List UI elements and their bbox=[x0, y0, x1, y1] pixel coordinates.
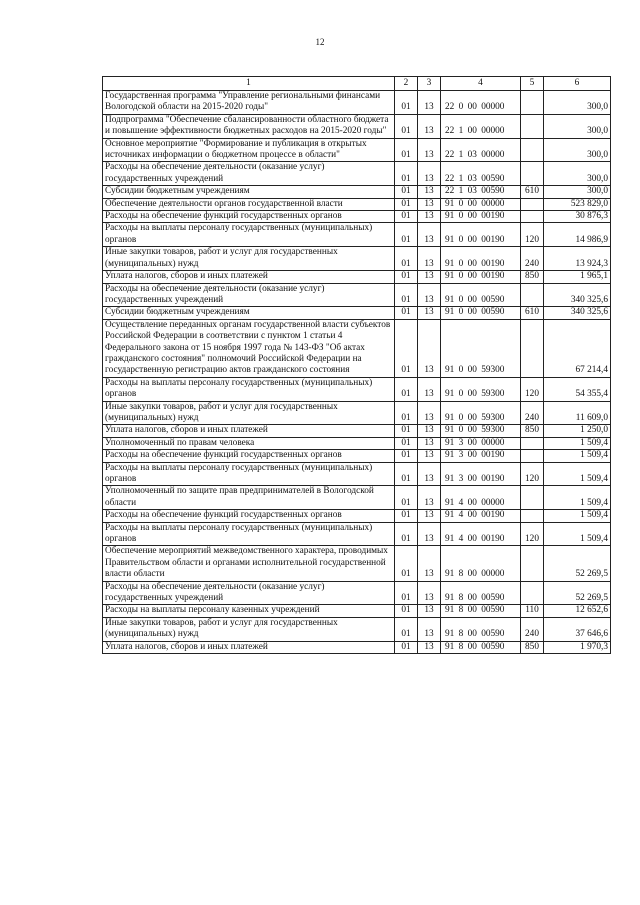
table-row bbox=[103, 546, 611, 581]
row-section: 01 bbox=[395, 641, 418, 653]
row-subsection: 13 bbox=[418, 437, 441, 449]
row-subsection: 13 bbox=[418, 401, 441, 425]
row-amount: 12 652,6 bbox=[544, 605, 611, 617]
row-subsection: 13 bbox=[418, 211, 441, 223]
row-amount: 523 829,0 bbox=[544, 198, 611, 210]
row-expense-type bbox=[521, 437, 544, 449]
row-amount: 1 509,4 bbox=[544, 450, 611, 462]
table-row bbox=[103, 307, 611, 319]
header-col-2: 2 bbox=[395, 77, 418, 91]
row-amount: 1 509,4 bbox=[544, 437, 611, 449]
table-body bbox=[103, 91, 611, 654]
row-target-article: 91 0 00 59300 bbox=[441, 319, 521, 377]
row-expense-type: 120 bbox=[521, 522, 544, 546]
row-expense-type bbox=[521, 138, 544, 162]
row-section: 01 bbox=[395, 401, 418, 425]
row-section: 01 bbox=[395, 162, 418, 186]
row-name: Расходы на выплаты персоналу государственных (муниципальных) органов bbox=[103, 223, 395, 247]
table-header-row bbox=[103, 77, 611, 91]
row-subsection: 13 bbox=[418, 522, 441, 546]
row-expense-type bbox=[521, 319, 544, 377]
row-target-article: 91 0 00 59300 bbox=[441, 425, 521, 437]
table-row bbox=[103, 211, 611, 223]
table-row bbox=[103, 437, 611, 449]
table-row bbox=[103, 186, 611, 198]
row-name: Субсидии бюджетным учреждениям bbox=[103, 307, 395, 319]
row-subsection: 13 bbox=[418, 462, 441, 486]
row-expense-type: 240 bbox=[521, 247, 544, 271]
row-amount: 1 965,1 bbox=[544, 271, 611, 283]
row-section: 01 bbox=[395, 377, 418, 401]
row-name: Уплата налогов, сборов и иных платежей bbox=[103, 641, 395, 653]
row-target-article: 91 0 00 00190 bbox=[441, 211, 521, 223]
row-section: 01 bbox=[395, 211, 418, 223]
row-subsection: 13 bbox=[418, 450, 441, 462]
row-name: Основное мероприятие "Формирование и публикация в открытых источниках информации о бюджетном процессе в области" bbox=[103, 138, 395, 162]
table-row bbox=[103, 377, 611, 401]
row-name: Расходы на обеспечение функций государственных органов bbox=[103, 450, 395, 462]
table-row bbox=[103, 641, 611, 653]
row-target-article: 91 4 00 00190 bbox=[441, 522, 521, 546]
row-subsection: 13 bbox=[418, 641, 441, 653]
row-target-article: 91 8 00 00000 bbox=[441, 546, 521, 581]
row-expense-type bbox=[521, 450, 544, 462]
page-number: 12 bbox=[315, 37, 325, 47]
row-expense-type bbox=[521, 546, 544, 581]
row-target-article: 22 1 00 00000 bbox=[441, 114, 521, 138]
row-name: Расходы на обеспечение деятельности (оказание услуг) государственных учреждений bbox=[103, 581, 395, 605]
row-expense-type: 850 bbox=[521, 271, 544, 283]
row-section: 01 bbox=[395, 247, 418, 271]
header-col-4: 4 bbox=[441, 77, 521, 91]
row-section: 01 bbox=[395, 307, 418, 319]
table-row bbox=[103, 162, 611, 186]
row-amount: 1 509,4 bbox=[544, 486, 611, 510]
row-target-article: 91 8 00 00590 bbox=[441, 581, 521, 605]
row-expense-type bbox=[521, 486, 544, 510]
row-expense-type: 120 bbox=[521, 462, 544, 486]
header-col-1: 1 bbox=[103, 77, 395, 91]
row-name: Уплата налогов, сборов и иных платежей bbox=[103, 425, 395, 437]
row-subsection: 13 bbox=[418, 247, 441, 271]
row-name: Уполномоченный по защите прав предпринимателей в Вологодской области bbox=[103, 486, 395, 510]
row-name: Расходы на обеспечение функций государственных органов bbox=[103, 510, 395, 522]
row-amount: 1 970,3 bbox=[544, 641, 611, 653]
row-amount: 67 214,4 bbox=[544, 319, 611, 377]
row-section: 01 bbox=[395, 581, 418, 605]
row-expense-type: 120 bbox=[521, 377, 544, 401]
row-amount: 14 986,9 bbox=[544, 223, 611, 247]
row-section: 01 bbox=[395, 223, 418, 247]
row-target-article: 91 3 00 00000 bbox=[441, 437, 521, 449]
table-row bbox=[103, 425, 611, 437]
row-target-article: 91 3 00 00190 bbox=[441, 450, 521, 462]
row-target-article: 91 8 00 00590 bbox=[441, 617, 521, 641]
row-section: 01 bbox=[395, 546, 418, 581]
row-target-article: 91 0 00 59300 bbox=[441, 401, 521, 425]
table-row bbox=[103, 450, 611, 462]
row-name: Подпрограмма "Обеспечение сбалансированности областного бюджета и повышение эффективности бюджетных расходов на 2015-2020 годы" bbox=[103, 114, 395, 138]
row-section: 01 bbox=[395, 462, 418, 486]
row-name: Уплата налогов, сборов и иных платежей bbox=[103, 271, 395, 283]
row-subsection: 13 bbox=[418, 425, 441, 437]
row-subsection: 13 bbox=[418, 510, 441, 522]
row-subsection: 13 bbox=[418, 138, 441, 162]
row-target-article: 91 4 00 00190 bbox=[441, 510, 521, 522]
row-expense-type bbox=[521, 114, 544, 138]
row-expense-type: 850 bbox=[521, 425, 544, 437]
row-name: Расходы на обеспечение функций государственных органов bbox=[103, 211, 395, 223]
row-target-article: 91 0 00 00190 bbox=[441, 247, 521, 271]
table-row bbox=[103, 319, 611, 377]
row-name: Расходы на выплаты персоналу государственных (муниципальных) органов bbox=[103, 522, 395, 546]
row-section: 01 bbox=[395, 271, 418, 283]
row-expense-type: 610 bbox=[521, 307, 544, 319]
row-expense-type: 610 bbox=[521, 186, 544, 198]
row-target-article: 91 0 00 59300 bbox=[441, 377, 521, 401]
row-amount: 37 646,6 bbox=[544, 617, 611, 641]
row-target-article: 22 0 00 00000 bbox=[441, 91, 521, 115]
table-row bbox=[103, 271, 611, 283]
row-name: Расходы на выплаты персоналу государственных (муниципальных) органов bbox=[103, 462, 395, 486]
row-amount: 11 609,0 bbox=[544, 401, 611, 425]
row-amount: 1 509,4 bbox=[544, 510, 611, 522]
row-name: Расходы на выплаты персоналу казенных учреждений bbox=[103, 605, 395, 617]
row-subsection: 13 bbox=[418, 307, 441, 319]
row-subsection: 13 bbox=[418, 91, 441, 115]
row-subsection: 13 bbox=[418, 271, 441, 283]
row-amount: 1 509,4 bbox=[544, 522, 611, 546]
row-name: Обеспечение деятельности органов государственной власти bbox=[103, 198, 395, 210]
row-section: 01 bbox=[395, 198, 418, 210]
row-subsection: 13 bbox=[418, 377, 441, 401]
row-target-article: 91 0 00 00590 bbox=[441, 283, 521, 307]
row-subsection: 13 bbox=[418, 617, 441, 641]
row-expense-type bbox=[521, 91, 544, 115]
row-amount: 1 509,4 bbox=[544, 462, 611, 486]
row-target-article: 22 1 03 00000 bbox=[441, 138, 521, 162]
row-name: Расходы на обеспечение деятельности (оказание услуг) государственных учреждений bbox=[103, 283, 395, 307]
row-target-article: 22 1 03 00590 bbox=[441, 162, 521, 186]
header-col-3: 3 bbox=[418, 77, 441, 91]
row-subsection: 13 bbox=[418, 283, 441, 307]
row-section: 01 bbox=[395, 510, 418, 522]
row-name: Уполномоченный по правам человека bbox=[103, 437, 395, 449]
row-expense-type bbox=[521, 510, 544, 522]
row-amount: 340 325,6 bbox=[544, 283, 611, 307]
table-row bbox=[103, 605, 611, 617]
row-amount: 300,0 bbox=[544, 91, 611, 115]
row-section: 01 bbox=[395, 186, 418, 198]
row-amount: 1 250,0 bbox=[544, 425, 611, 437]
row-expense-type: 110 bbox=[521, 605, 544, 617]
table-row bbox=[103, 510, 611, 522]
row-subsection: 13 bbox=[418, 186, 441, 198]
row-section: 01 bbox=[395, 437, 418, 449]
table-row bbox=[103, 486, 611, 510]
table-row bbox=[103, 617, 611, 641]
row-target-article: 91 0 00 00190 bbox=[441, 271, 521, 283]
row-section: 01 bbox=[395, 486, 418, 510]
row-name: Субсидии бюджетным учреждениям bbox=[103, 186, 395, 198]
table-row bbox=[103, 462, 611, 486]
row-section: 01 bbox=[395, 450, 418, 462]
row-target-article: 91 3 00 00190 bbox=[441, 462, 521, 486]
row-expense-type: 850 bbox=[521, 641, 544, 653]
table-row bbox=[103, 401, 611, 425]
row-expense-type: 240 bbox=[521, 401, 544, 425]
row-subsection: 13 bbox=[418, 319, 441, 377]
row-section: 01 bbox=[395, 283, 418, 307]
table-row bbox=[103, 114, 611, 138]
row-section: 01 bbox=[395, 319, 418, 377]
table-row bbox=[103, 283, 611, 307]
row-subsection: 13 bbox=[418, 114, 441, 138]
table-row bbox=[103, 223, 611, 247]
table-row bbox=[103, 581, 611, 605]
row-expense-type: 120 bbox=[521, 223, 544, 247]
row-target-article: 91 8 00 00590 bbox=[441, 605, 521, 617]
row-expense-type bbox=[521, 211, 544, 223]
row-name: Осуществление переданных органам государственной власти субъектов Российской Федерации в соответствии с пунктом 1 статьи 4 Федерального закона от 15 ноября 1997 года № 143-ФЗ "Об актах гражданского состояния" полномочий Российской Федерации на государственную регистрацию актов гражданского состояния bbox=[103, 319, 395, 377]
row-subsection: 13 bbox=[418, 162, 441, 186]
row-name: Иные закупки товаров, работ и услуг для государственных (муниципальных) нужд bbox=[103, 247, 395, 271]
header-col-6: 6 bbox=[544, 77, 611, 91]
row-target-article: 91 8 00 00590 bbox=[441, 641, 521, 653]
row-subsection: 13 bbox=[418, 486, 441, 510]
table-row bbox=[103, 138, 611, 162]
row-subsection: 13 bbox=[418, 198, 441, 210]
row-name: Иные закупки товаров, работ и услуг для государственных (муниципальных) нужд bbox=[103, 617, 395, 641]
row-name: Обеспечение мероприятий межведомственного характера, проводимых Правительством области и органами исполнительной государственной власти области bbox=[103, 546, 395, 581]
table-row bbox=[103, 247, 611, 271]
row-amount: 52 269,5 bbox=[544, 581, 611, 605]
row-amount: 52 269,5 bbox=[544, 546, 611, 581]
row-section: 01 bbox=[395, 138, 418, 162]
row-name: Иные закупки товаров, работ и услуг для государственных (муниципальных) нужд bbox=[103, 401, 395, 425]
row-subsection: 13 bbox=[418, 605, 441, 617]
header-col-5: 5 bbox=[521, 77, 544, 91]
row-name: Государственная программа "Управление региональными финансами Вологодской области на 2015-2020 годы" bbox=[103, 91, 395, 115]
row-target-article: 91 4 00 00000 bbox=[441, 486, 521, 510]
row-target-article: 91 0 00 00000 bbox=[441, 198, 521, 210]
table-row bbox=[103, 522, 611, 546]
row-subsection: 13 bbox=[418, 546, 441, 581]
row-amount: 54 355,4 bbox=[544, 377, 611, 401]
row-section: 01 bbox=[395, 425, 418, 437]
row-expense-type bbox=[521, 283, 544, 307]
row-amount: 300,0 bbox=[544, 162, 611, 186]
row-target-article: 22 1 03 00590 bbox=[441, 186, 521, 198]
row-target-article: 91 0 00 00190 bbox=[441, 223, 521, 247]
row-target-article: 91 0 00 00590 bbox=[441, 307, 521, 319]
row-subsection: 13 bbox=[418, 223, 441, 247]
row-amount: 300,0 bbox=[544, 186, 611, 198]
budget-table bbox=[102, 76, 611, 654]
row-amount: 340 325,6 bbox=[544, 307, 611, 319]
row-amount: 300,0 bbox=[544, 114, 611, 138]
row-subsection: 13 bbox=[418, 581, 441, 605]
row-section: 01 bbox=[395, 522, 418, 546]
row-expense-type bbox=[521, 198, 544, 210]
row-name: Расходы на обеспечение деятельности (оказание услуг) государственных учреждений bbox=[103, 162, 395, 186]
table-row bbox=[103, 198, 611, 210]
row-expense-type bbox=[521, 581, 544, 605]
row-name: Расходы на выплаты персоналу государственных (муниципальных) органов bbox=[103, 377, 395, 401]
row-section: 01 bbox=[395, 114, 418, 138]
row-amount: 300,0 bbox=[544, 138, 611, 162]
row-expense-type: 240 bbox=[521, 617, 544, 641]
row-section: 01 bbox=[395, 617, 418, 641]
row-section: 01 bbox=[395, 91, 418, 115]
row-amount: 13 924,3 bbox=[544, 247, 611, 271]
table-row bbox=[103, 91, 611, 115]
row-amount: 30 876,3 bbox=[544, 211, 611, 223]
row-section: 01 bbox=[395, 605, 418, 617]
row-expense-type bbox=[521, 162, 544, 186]
